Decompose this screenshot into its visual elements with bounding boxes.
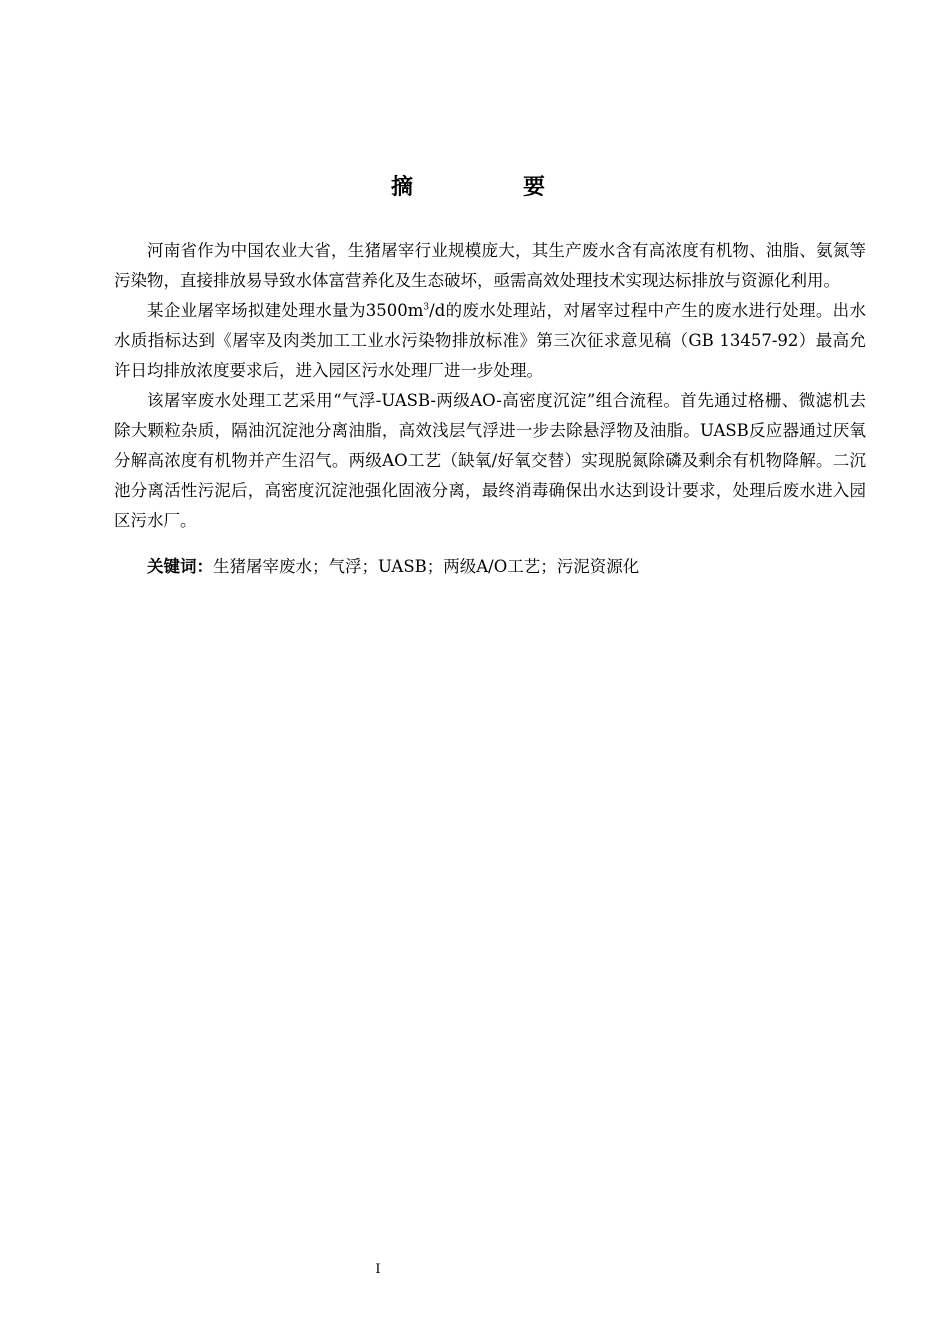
paragraph-project-rest: /d的废水处理站，对屠宰过程中产生的废水进行处理。出水水质指标达到《屠宰及肉类加工工业水污染物排放标准》第三次征求意见稿（GB 13457-92）最高允许日均排放浓度要求后，进入园区污水处理厂进一步处理。: [114, 301, 867, 380]
keywords-line: [114, 552, 866, 582]
keywords-text: 生猪屠宰废水；气浮；UASB；两级A/O工艺；污泥资源化: [213, 557, 640, 576]
page-number: I: [375, 1262, 381, 1277]
paragraph-background: 河南省作为中国农业大省，生猪屠宰行业规模庞大，其生产废水含有高浓度有机物、油脂、氨氮等污染物，直接排放易导致水体富营养化及生态破坏，亟需高效处理技术实现达标排放与资源化利用。: [114, 241, 866, 290]
paragraph-project: [114, 296, 866, 386]
paragraph-process: 该屠宰废水处理工艺采用“气浮-UASB-两级AO-高密度沉淀”组合流程。首先通过格栅、微滤机去除大颗粒杂质，隔油沉淀池分离油脂，高效浅层气浮进一步去除悬浮物及油脂。UASB反应器通过厌氧分解高浓度有机物并产生沼气。两级AO工艺（缺氧/好氧交替）实现脱氮除磷及剩余有机物降解。二沉池分离活性污泥后，高密度沉淀池强化固液分离，最终消毒确保出水达到设计要求，处理后废水进入园区污水厂。: [114, 391, 866, 530]
abstract-title: 摘 要: [390, 175, 589, 200]
abstract-body: [114, 236, 866, 582]
keywords-label: 关键词：: [147, 557, 213, 576]
paragraph-project-start: 某企业屠宰场拟建处理水量为3500m: [147, 301, 424, 320]
cubic-superscript: 3: [423, 302, 430, 313]
